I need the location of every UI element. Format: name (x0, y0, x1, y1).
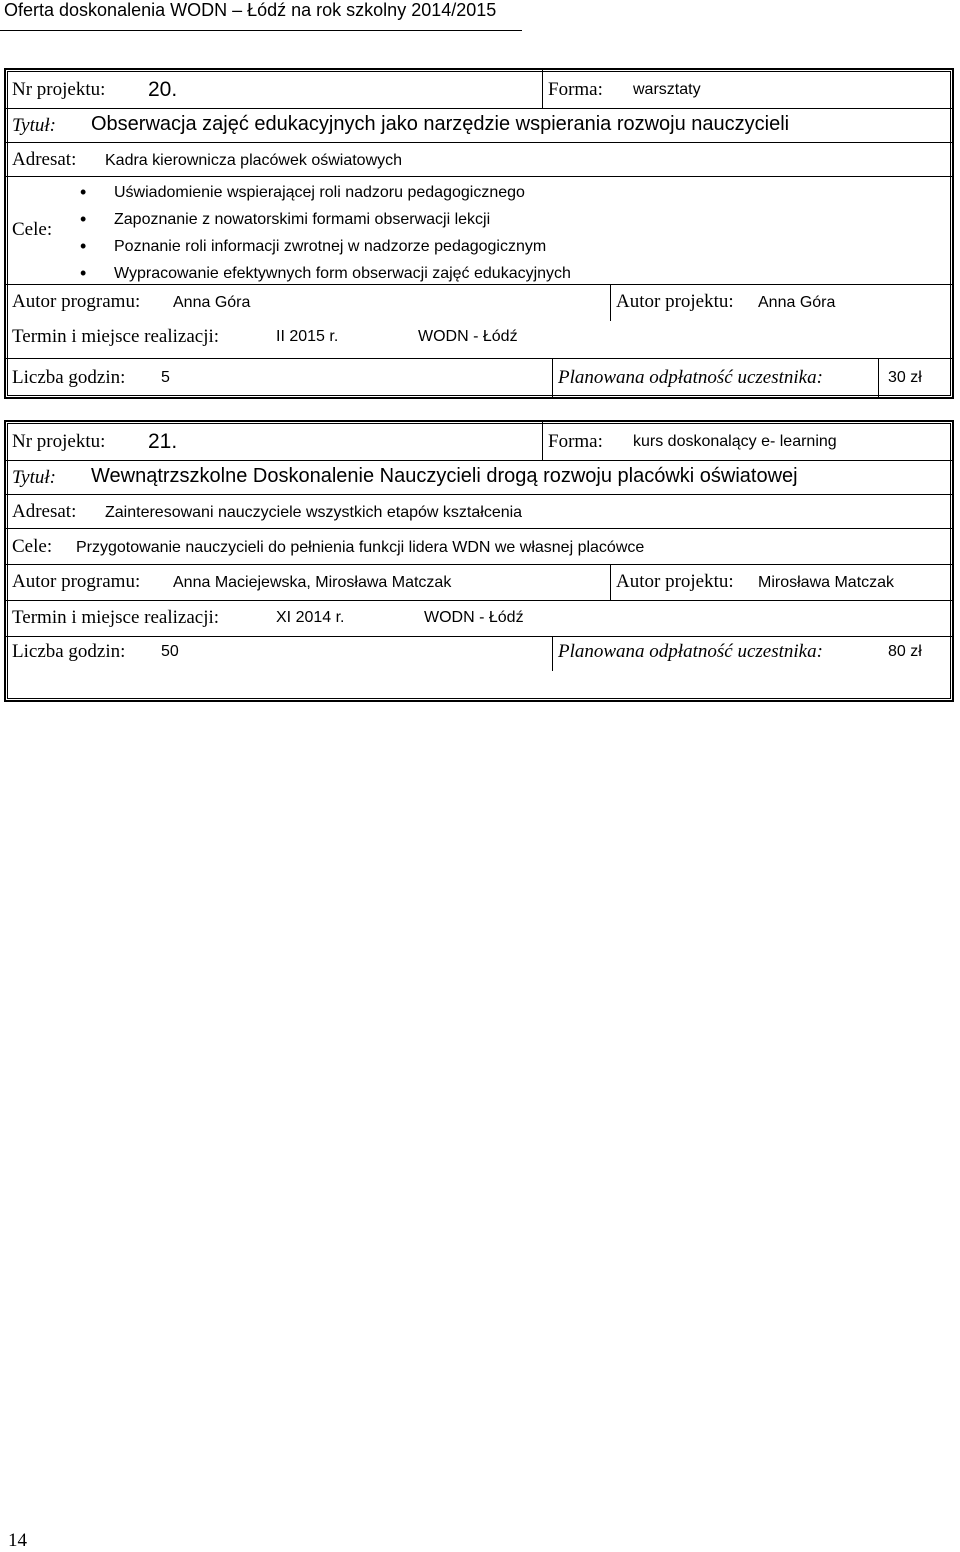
goal-item: • Wypracowanie efektywnych form obserwacji zajęć edukacyjnych (114, 260, 571, 287)
cele-label: Cele: (12, 536, 53, 557)
project-card-21 (4, 420, 954, 702)
tytul-label: Tytuł: (12, 115, 56, 136)
page-number: 14 (8, 1530, 27, 1551)
project-title: Wewnątrzszkolne Doskonalenie Nauczycieli drogą rozwoju placówki oświatowej (91, 465, 798, 487)
project-number: 20. (148, 78, 178, 101)
goals-list (74, 179, 571, 287)
forma-label: Forma: (548, 79, 603, 100)
goal-item: • Uświadomienie wspierającej roli nadzoru pedagogicznego (114, 179, 571, 206)
divider (610, 565, 611, 601)
odplatnosc-label: Planowana odpłatność uczestnika: (558, 641, 823, 662)
forma-label: Forma: (548, 431, 603, 452)
autor-programu-value: Anna Maciejewska, Mirosława Matczak (173, 574, 452, 591)
row-liczba (6, 358, 952, 398)
odplatnosc-value: 80 zł (888, 643, 922, 660)
miejsce-value: WODN - Łódź (424, 609, 524, 626)
termin-label: Termin i miejsce realizacji: (12, 607, 220, 628)
adresat-label: Adresat: (12, 149, 77, 170)
forma-value: warsztaty (633, 81, 701, 98)
termin-value: XI 2014 r. (276, 609, 345, 626)
row-termin (6, 320, 952, 358)
termin-label: Termin i miejsce realizacji: (12, 326, 220, 347)
divider (542, 422, 543, 460)
row-termin (6, 600, 952, 637)
row-liczba (6, 636, 952, 701)
divider (552, 359, 553, 398)
autor-projektu-value: Mirosława Matczak (758, 574, 895, 591)
project-title: Obserwacja zajęć edukacyjnych jako narzędzie wspierania rozwoju nauczycieli (91, 113, 790, 135)
tytul-label: Tytuł: (12, 467, 56, 488)
adresat-label: Adresat: (12, 501, 77, 522)
row-tytul (6, 460, 952, 495)
row-nr-forma (6, 422, 952, 460)
row-tytul (6, 108, 952, 143)
divider (610, 285, 611, 321)
liczba-label: Liczba godzin: (12, 367, 126, 388)
divider (552, 637, 553, 671)
header-rule (0, 30, 522, 31)
autor-projektu-label: Autor projektu: (616, 571, 734, 592)
row-adresat (6, 494, 952, 529)
termin-value: II 2015 r. (276, 328, 339, 345)
row-nr-forma (6, 70, 952, 108)
miejsce-value: WODN - Łódź (418, 328, 518, 345)
cele-value: Przygotowanie nauczycieli do pełnienia funkcji lidera WDN we własnej placówce (76, 539, 645, 556)
row-cele (6, 176, 952, 285)
adresat-value: Zainteresowani nauczyciele wszystkich etapów kształcenia (105, 504, 523, 521)
project-card-20 (4, 68, 954, 399)
odplatnosc-label: Planowana odpłatność uczestnika: (558, 367, 823, 388)
divider (542, 70, 543, 108)
autor-programu-label: Autor programu: (12, 291, 141, 312)
liczba-label: Liczba godzin: (12, 641, 126, 662)
liczba-value: 5 (161, 369, 170, 386)
cele-label: Cele: (12, 219, 53, 240)
row-cele (6, 528, 952, 565)
goal-item: • Zapoznanie z nowatorskimi formami obserwacji lekcji (114, 206, 571, 233)
nr-label: Nr projektu: (12, 431, 106, 452)
goal-item: • Poznanie roli informacji zwrotnej w nadzorze pedagogicznym (114, 233, 571, 260)
autor-projektu-value: Anna Góra (758, 294, 836, 311)
autor-programu-value: Anna Góra (173, 294, 251, 311)
autor-projektu-label: Autor projektu: (616, 291, 734, 312)
adresat-value: Kadra kierownicza placówek oświatowych (105, 152, 403, 169)
row-adresat (6, 142, 952, 177)
autor-programu-label: Autor programu: (12, 571, 141, 592)
nr-label: Nr projektu: (12, 79, 106, 100)
odplatnosc-value: 30 zł (888, 369, 922, 386)
row-autor (6, 564, 952, 601)
project-number: 21. (148, 430, 178, 453)
document-header: Oferta doskonalenia WODN – Łódź na rok szkolny 2014/2015 (4, 0, 497, 20)
row-autor (6, 284, 952, 321)
divider (878, 359, 879, 398)
liczba-value: 50 (161, 643, 179, 660)
forma-value: kurs doskonalący e- learning (633, 433, 837, 450)
